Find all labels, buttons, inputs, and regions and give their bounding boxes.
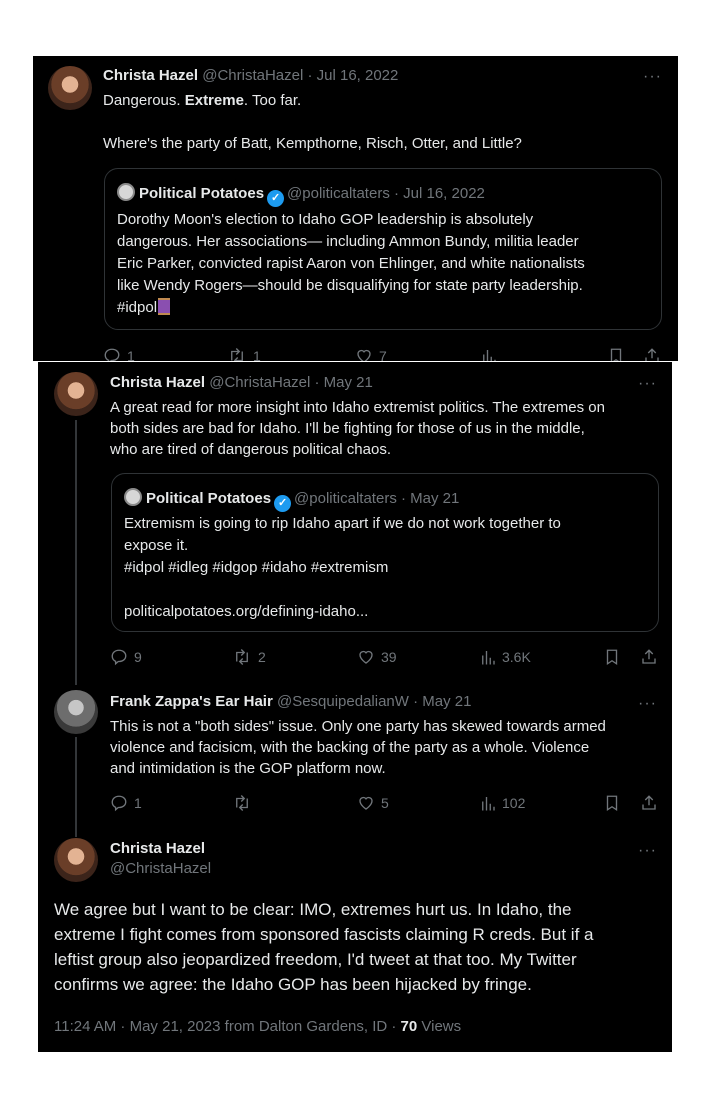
reply-button[interactable]: 1 bbox=[103, 346, 135, 361]
quoted-post[interactable] bbox=[104, 168, 662, 330]
avatar[interactable] bbox=[54, 838, 98, 882]
post-text-line2: Where's the party of Batt, Kempthorne, Risch, Otter, and Little? bbox=[103, 135, 522, 152]
avatar[interactable] bbox=[48, 66, 92, 110]
views-button[interactable] bbox=[481, 346, 503, 361]
post-actions bbox=[110, 647, 660, 669]
bookmark-button[interactable] bbox=[604, 647, 626, 667]
political-potatoes-logo-icon bbox=[117, 183, 135, 201]
views-icon bbox=[480, 794, 496, 812]
heart-icon bbox=[357, 794, 375, 812]
share-icon bbox=[643, 347, 661, 361]
author-meta: @ChristaHazel · May 21 bbox=[209, 374, 373, 391]
repost-icon bbox=[232, 794, 252, 812]
post-header bbox=[110, 692, 471, 712]
quote-text: Extremism is going to rip Idaho apart if we do not work together to expose it. #idpol #idleg #idgop #idaho #extremism politicalpotatoes.org/defining-idaho... bbox=[124, 513, 654, 623]
bookmark-icon bbox=[604, 648, 620, 666]
quote-header: Political Potatoes ✓ @politicaltaters · Jul 16, 2022 bbox=[117, 183, 485, 207]
post-timestamp: 11:24 AM · May 21, 2023 from Dalton Gardens, ID · 70 Views bbox=[54, 1018, 462, 1035]
author-name[interactable]: Christa Hazel bbox=[110, 374, 206, 391]
post-header bbox=[110, 839, 211, 879]
share-icon bbox=[640, 648, 658, 666]
author-meta: @ChristaHazel · Jul 16, 2022 bbox=[202, 67, 399, 84]
spool-emoji-icon bbox=[158, 298, 170, 315]
author-handle[interactable]: @ChristaHazel bbox=[110, 860, 212, 877]
quote-header: Political Potatoes ✓ @politicaltaters · May 21 bbox=[124, 488, 459, 512]
post-text: Dangerous. Extreme. Too far. bbox=[103, 92, 302, 109]
quote-text: Dorothy Moon's election to Idaho GOP leadership is absolutely dangerous. Her associations— including Ammon Bundy, militia leader Eric Parker, convicted rapist Aaron von Ehlinger, and white nationalists like Wendy Rogers—should be disqualifying for state party leadership. #idpol bbox=[117, 211, 585, 316]
bookmark-icon bbox=[608, 347, 624, 361]
thread-screenshot bbox=[38, 362, 672, 1052]
more-options-icon[interactable]: ··· bbox=[638, 375, 657, 392]
author-name[interactable]: Christa Hazel bbox=[110, 840, 206, 857]
bookmark-icon bbox=[604, 794, 620, 812]
more-options-icon[interactable]: ··· bbox=[638, 842, 657, 859]
post-actions bbox=[103, 346, 663, 361]
bookmark-button[interactable] bbox=[604, 793, 626, 813]
thread-connector bbox=[75, 420, 77, 685]
repost-button[interactable]: 1 bbox=[227, 346, 261, 361]
top-post-screenshot bbox=[33, 56, 678, 361]
repost-button[interactable] bbox=[232, 793, 258, 813]
reply-button[interactable]: 1 bbox=[110, 793, 142, 813]
link-preview-url[interactable]: politicalpotatoes.org/defining-idaho... bbox=[124, 603, 369, 620]
verified-badge-icon: ✓ bbox=[267, 190, 284, 207]
more-options-icon[interactable]: ··· bbox=[638, 695, 657, 712]
reply-icon bbox=[110, 648, 128, 666]
post-text: A great read for more insight into Idaho extremist politics. The extremes on both sides are bad for Idaho. I'll be fighting for those of us in the middle, who are tired of dangerous political chaos. bbox=[110, 399, 605, 458]
quoted-post[interactable] bbox=[111, 473, 659, 632]
views-count: 70 bbox=[400, 1018, 418, 1035]
like-button[interactable]: 39 bbox=[357, 647, 397, 667]
author-name[interactable]: Frank Zappa's Ear Hair bbox=[110, 693, 273, 710]
author-name[interactable]: Christa Hazel bbox=[103, 67, 199, 84]
heart-icon bbox=[355, 347, 373, 361]
share-button[interactable] bbox=[643, 346, 667, 361]
like-button[interactable]: 7 bbox=[355, 346, 387, 361]
thread-connector bbox=[75, 737, 77, 837]
post-header bbox=[103, 66, 398, 86]
post-actions bbox=[110, 793, 660, 815]
views-button[interactable]: 102 bbox=[480, 793, 525, 813]
share-button[interactable] bbox=[640, 647, 664, 667]
avatar[interactable] bbox=[54, 690, 98, 734]
reply-button[interactable]: 9 bbox=[110, 647, 142, 667]
political-potatoes-logo-icon bbox=[124, 488, 142, 506]
views-button[interactable]: 3.6K bbox=[480, 647, 531, 667]
repost-icon bbox=[232, 648, 252, 666]
views-icon bbox=[480, 648, 496, 666]
share-button[interactable] bbox=[640, 793, 664, 813]
post-header bbox=[110, 373, 373, 393]
repost-button[interactable]: 2 bbox=[232, 647, 266, 667]
more-options-icon[interactable]: ··· bbox=[643, 68, 662, 85]
reply-icon bbox=[110, 794, 128, 812]
author-meta: @SesquipedalianW · May 21 bbox=[276, 693, 472, 710]
post-text: This is not a "both sides" issue. Only one party has skewed towards armed violence and facisicm, with the backing of the party as a whole. Violence and intimidation is the GOP platform now. bbox=[110, 718, 606, 777]
reply-icon bbox=[103, 347, 121, 361]
heart-icon bbox=[357, 648, 375, 666]
avatar[interactable] bbox=[54, 372, 98, 416]
bookmark-button[interactable] bbox=[608, 346, 630, 361]
like-button[interactable]: 5 bbox=[357, 793, 389, 813]
share-icon bbox=[640, 794, 658, 812]
verified-badge-icon: ✓ bbox=[274, 495, 291, 512]
views-icon bbox=[481, 347, 497, 361]
post-text: We agree but I want to be clear: IMO, extremes hurt us. In Idaho, the extreme I fight comes from sponsored fascists claiming R creds. But if a leftist group also jeopardized freedom, I'd tweet at that too. My Twitter confirms we agree: the Idaho GOP has been hijacked by fringe. bbox=[54, 900, 594, 994]
repost-icon bbox=[227, 347, 247, 361]
